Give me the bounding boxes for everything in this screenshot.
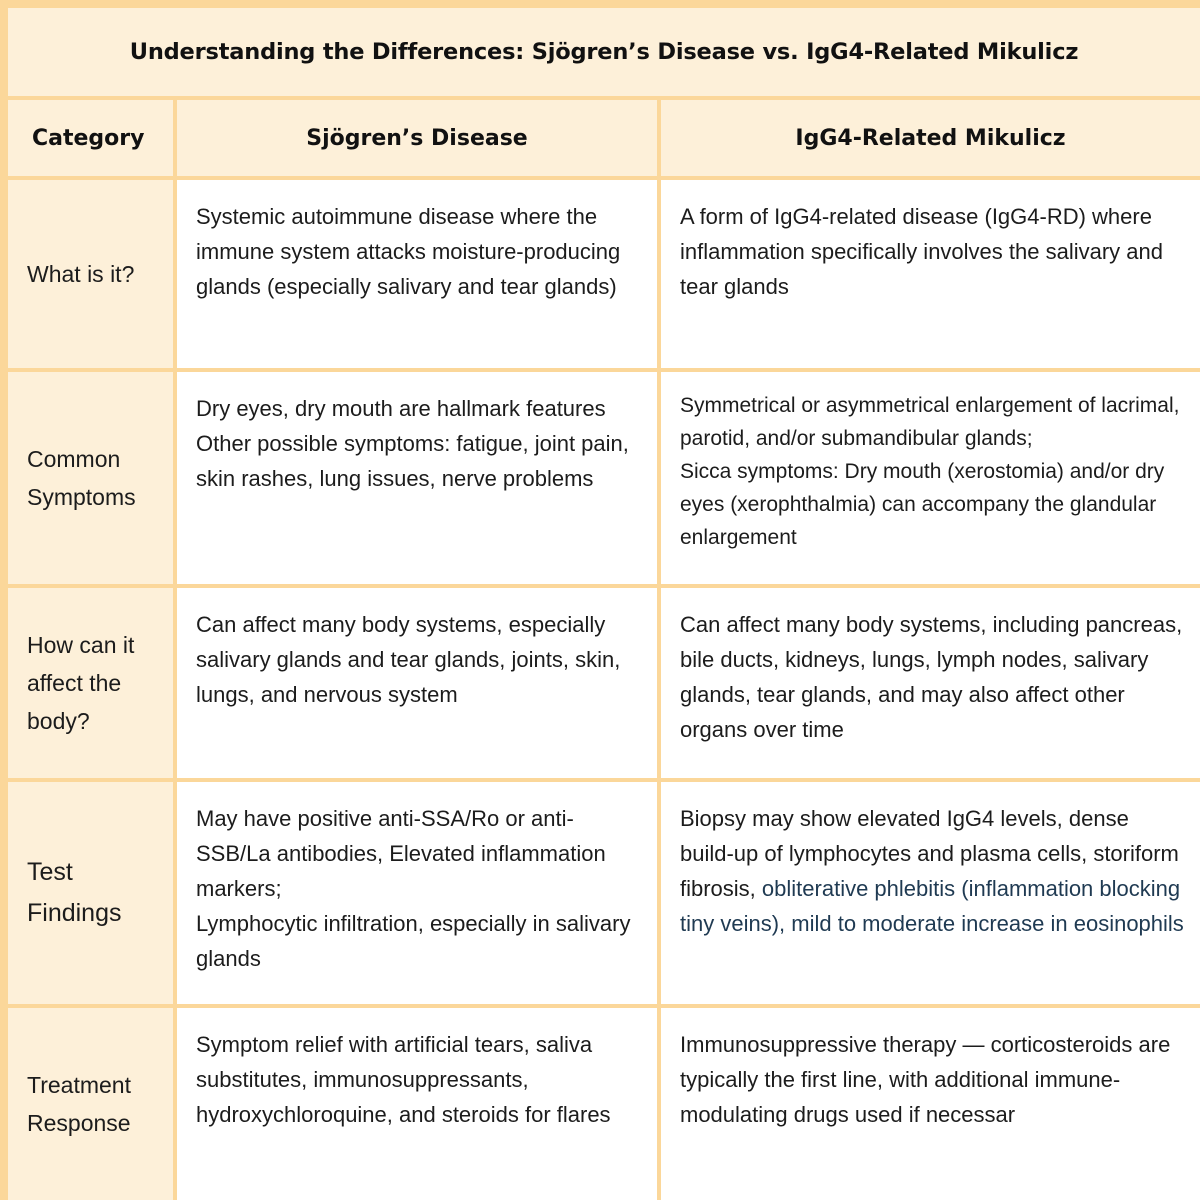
igg4-text: Biopsy may show elevated IgG4 levels, dense build-up of lymphocytes and plasma cells, storiform fibrosis,	[680, 806, 1179, 901]
row-what-is-it-category	[8, 180, 173, 368]
row-treatment-igg4	[661, 1008, 1200, 1200]
sjogren-text: Can affect many body systems, especially salivary glands and tear glands, joints, skin, lungs, and nervous system	[196, 612, 621, 707]
row-tests-category	[8, 782, 173, 1004]
row-affect-sjogren	[177, 588, 657, 778]
igg4-text-line: Sicca symptoms: Dry mouth (xerostomia) and/or dry eyes (xerophthalmia) can accompany the glandular enlargement	[680, 460, 1165, 549]
table-title: Understanding the Differences: Sjögren’s Disease vs. IgG4-Related Mikulicz	[8, 8, 1200, 96]
row-tests-sjogren	[177, 782, 657, 1004]
igg4-text: A form of IgG4-related disease (IgG4-RD) where inflammation specifically involves the salivary and tear glands	[680, 204, 1163, 299]
category-label: Common Symptoms	[27, 446, 136, 510]
sjogren-text-line: Dry eyes, dry mouth are hallmark features	[196, 396, 606, 421]
row-what-is-it-sjogren	[177, 180, 657, 368]
sjogren-text: Systemic autoimmune disease where the immune system attacks moisture-producing glands (especially salivary and tear glands)	[196, 204, 621, 299]
row-what-is-it-igg4	[661, 180, 1200, 368]
row-tests-igg4	[661, 782, 1200, 1004]
igg4-text: Can affect many body systems, including pancreas, bile ducts, kidneys, lungs, lymph nodes, salivary glands, tear glands, and may also affect other organs over time	[680, 612, 1183, 742]
igg4-text: Immunosuppressive therapy — corticosteroids are typically the first line, with additional immune-modulating drugs used if necessar	[680, 1032, 1171, 1127]
category-label: Treatment Response	[27, 1072, 131, 1136]
header-category: Category	[8, 100, 173, 176]
row-treatment-category	[8, 1008, 173, 1200]
category-label: What is it?	[27, 261, 135, 287]
row-symptoms-igg4	[661, 372, 1200, 584]
row-treatment-sjogren	[177, 1008, 657, 1200]
igg4-text-line: Symmetrical or asymmetrical enlargement of lacrimal, parotid, and/or submandibular glands;	[680, 394, 1180, 450]
category-label: Test Findings	[27, 858, 122, 927]
header-igg4: IgG4-Related Mikulicz	[661, 100, 1200, 176]
category-label: How can it affect the body?	[27, 632, 135, 734]
row-symptoms-sjogren	[177, 372, 657, 584]
header-sjogren: Sjögren’s Disease	[177, 100, 657, 176]
sjogren-text-line: Lymphocytic infiltration, especially in salivary glands	[196, 911, 631, 971]
row-affect-igg4	[661, 588, 1200, 778]
row-symptoms-category	[8, 372, 173, 584]
sjogren-text-line: May have positive anti-SSA/Ro or anti-SSB/La antibodies, Elevated inflammation markers;	[196, 806, 606, 901]
row-affect-category	[8, 588, 173, 778]
sjogren-text-line: Other possible symptoms: fatigue, joint pain, skin rashes, lung issues, nerve problems	[196, 431, 629, 491]
igg4-text-highlight: obliterative phlebitis (inflammation blocking tiny veins), mild to moderate increase in eosinophils	[680, 876, 1184, 936]
sjogren-text: Symptom relief with artificial tears, saliva substitutes, immunosuppressants, hydroxychloroquine, and steroids for flares	[196, 1032, 611, 1127]
